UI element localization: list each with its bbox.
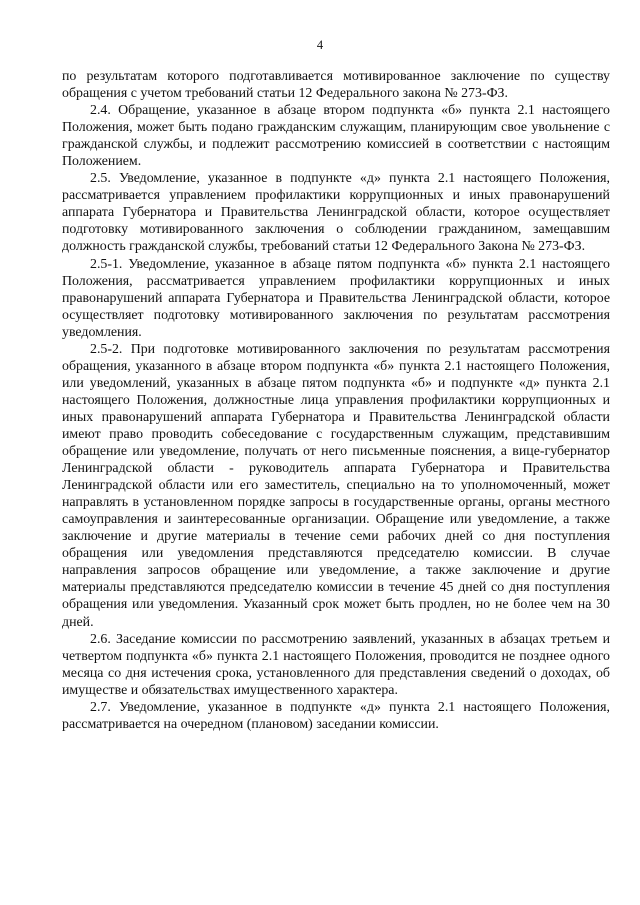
paragraph-2-7: 2.7. Уведомление, указанное в подпункте «д» пункта 2.1 настоящего Положения, рассматривается на очередном (плановом) заседании комиссии. — [62, 699, 610, 732]
paragraph-2-4: 2.4. Обращение, указанное в абзаце втором подпункта «б» пункта 2.1 настоящего Положения, может быть подано гражданским служащим, планирующим свое увольнение с гражданской службы, и подлежит рассмотрению комиссией в соответствии с настоящим Положением. — [62, 103, 610, 170]
paragraph-2-5: 2.5. Уведомление, указанное в подпункте «д» пункта 2.1 настоящего Положения, рассматривается управлением профилактики коррупционных и иных правонарушений аппарата Губернатора и Правительства Ленинградской области, которое осуществляет подготовку мотивированного заключения о соблюдении гражданином, замещавшим должность гражданской службы, требований статьи 12 Федерального Закона № 273-ФЗ. — [62, 171, 610, 255]
document-body — [62, 68, 610, 733]
page-number: 4 — [316, 38, 324, 52]
paragraph-2-6: 2.6. Заседание комиссии по рассмотрению заявлений, указанных в абзацах третьем и четвертом подпункта «б» пункта 2.1 настоящего Положения, проводится не позднее одного месяца со дня истечения срока, установленного для представления сведений о доходах, об имуществе и обязательствах имущественного характера. — [62, 631, 610, 698]
paragraph-continuation: по результатам которого подготавливается мотивированное заключение по существу обращения с учетом требований статьи 12 Федерального закона № 273-ФЗ. — [62, 69, 610, 102]
paragraph-2-5-2: 2.5-2. При подготовке мотивированного заключения по результатам рассмотрения обращения, указанного в абзаце втором подпункта «б» пункта 2.1 настоящего Положения, или уведомлений, указанных в абзаце пятом подпункта «б» и подпункте «д» пункта 2.1 настоящего Положения, должностные лица управления профилактики коррупционных и иных правонарушений аппарата Губернатора и Правительства Ленинградской области имеют право проводить собеседование с государственным служащим, представившим обращение или уведомление, получать от него письменные пояснения, а вице-губернатор Ленинградской области - руководитель аппарата Губернатора и Правительства Ленинградской области или его заместитель, специально на то уполномоченный, может направлять в установленном порядке запросы в государственные органы, органы местного самоуправления и заинтересованные организации. Обращение или уведомление, а также заключение и другие материалы в течение семи рабочих дней со дня поступления обращения или уведомления представляются председателю комиссии. В случае направления запросов обращение или уведомление, а также заключение и другие материалы представляются председателю комиссии в течение 45 дней со дня поступления обращения или уведомления. Указанный срок может быть продлен, но не более чем на 30 дней. — [62, 341, 610, 630]
paragraph-2-5-1: 2.5-1. Уведомление, указанное в абзаце пятом подпункта «б» пункта 2.1 настоящего Положения, рассматривается управлением профилактики коррупционных и иных правонарушений аппарата Губернатора и Правительства Ленинградской области, которое осуществляет подготовку мотивированного заключения по результатам рассмотрения уведомления. — [62, 256, 610, 340]
